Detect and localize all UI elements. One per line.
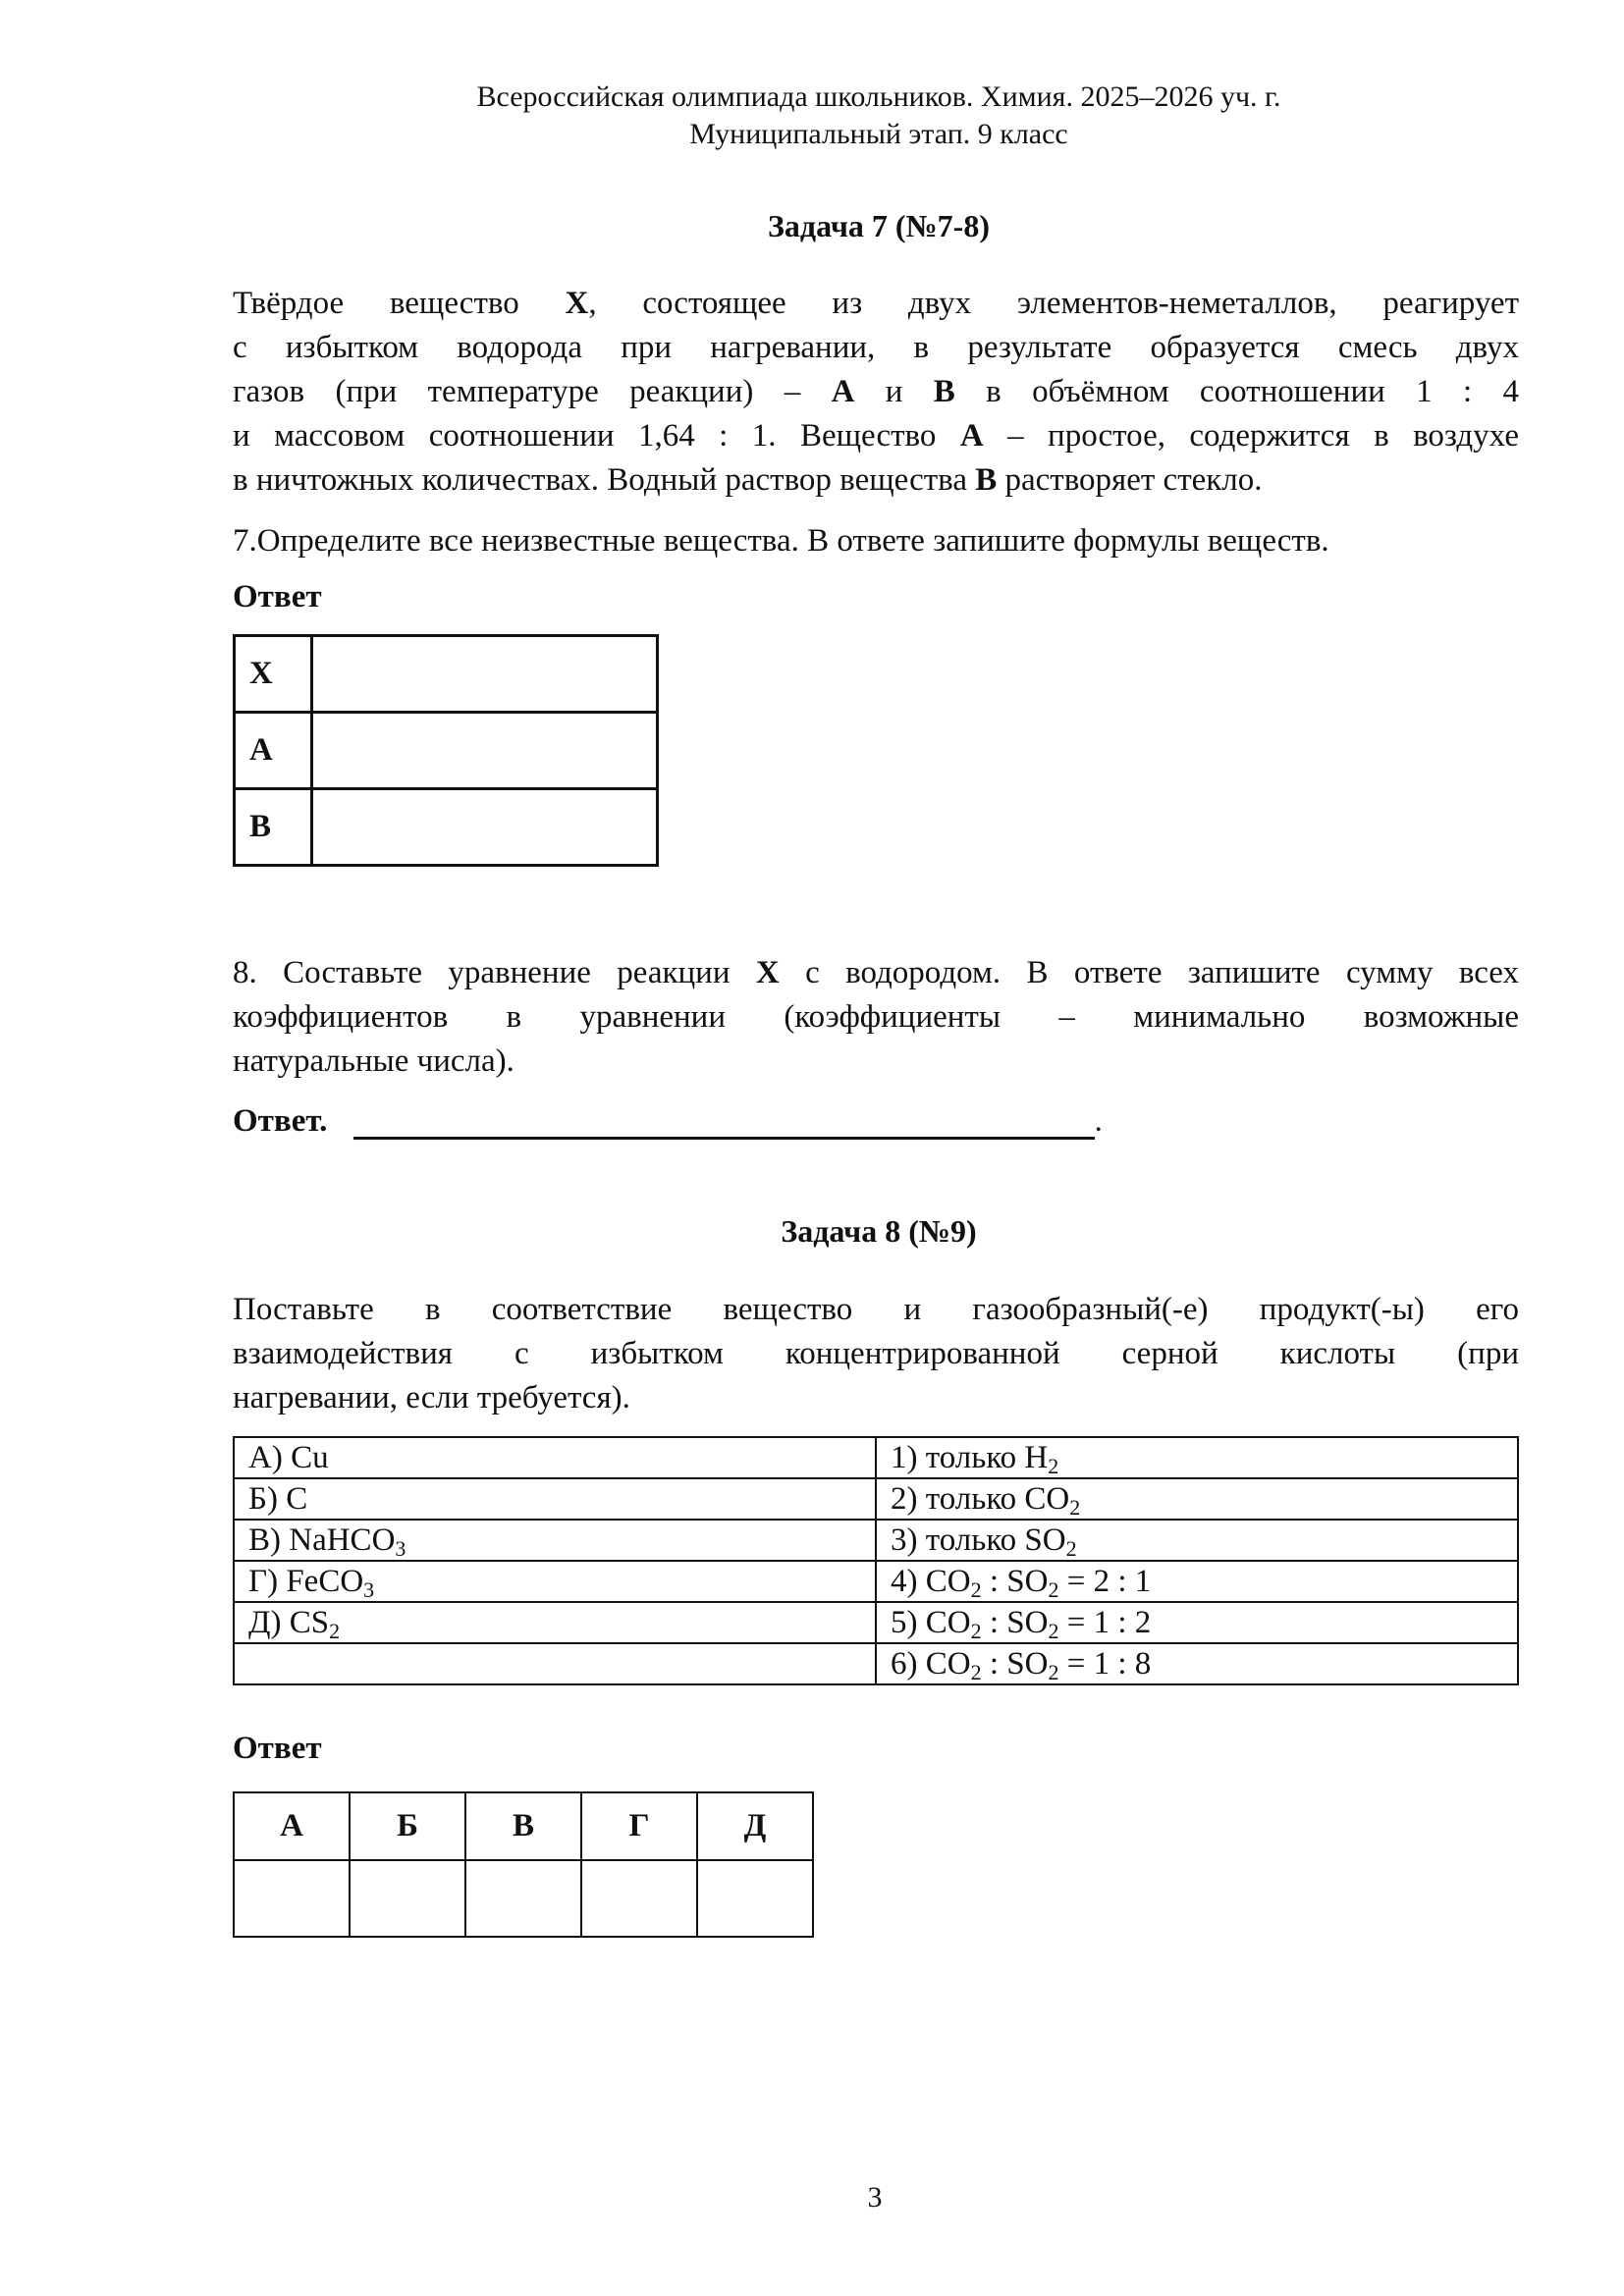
task7-paragraph-line: [233, 414, 1519, 458]
matching-row: [234, 1561, 1518, 1602]
formula-subscript: 2: [970, 1577, 982, 1602]
formula-subscript: 2: [970, 1619, 982, 1643]
question7-text: 7.Определите все неизвестные вещества. В ответе запишите формулы веществ.: [233, 523, 1329, 559]
item-label: 5): [891, 1605, 926, 1640]
question8-answer-field[interactable]: [353, 1101, 1095, 1140]
task7-question8: [233, 951, 1519, 1084]
question8-answer-period: .: [1094, 1103, 1103, 1139]
product-cell: [876, 1643, 1518, 1684]
task8-paragraph: [233, 1288, 1519, 1420]
answer-input-cell[interactable]: [581, 1860, 697, 1937]
page-number: 3: [867, 2181, 883, 2214]
formula-text: C: [286, 1481, 308, 1517]
substance-variable: B: [975, 462, 998, 498]
formula-text: CO: [925, 1564, 971, 1599]
item-label: 3): [891, 1522, 926, 1558]
task7-paragraph-line: [233, 370, 1519, 414]
text-segment: нагревании, если требуется).: [233, 1380, 630, 1415]
header-line-2: Муниципальный этап. 9 класс: [689, 118, 1068, 150]
document-header: [0, 79, 1624, 153]
matching-row: [234, 1478, 1518, 1520]
question8-line: [233, 1040, 1519, 1084]
answer-input-cell[interactable]: [465, 1860, 581, 1937]
answer-key: A: [235, 713, 312, 789]
text-segment: растворяет стекло.: [997, 462, 1263, 498]
formula-text: = 1 : 2: [1058, 1605, 1152, 1640]
product-cell: [876, 1602, 1518, 1643]
task8-answer-label: Ответ: [233, 1731, 322, 1766]
answer-input-cell[interactable]: [312, 636, 658, 713]
matching-table: [233, 1436, 1519, 1685]
formula-text: CO: [925, 1605, 971, 1640]
substance-variable: A: [959, 418, 984, 454]
header-line-1: Всероссийская олимпиада школьников. Химия. 2025–2026 уч. г.: [476, 80, 1281, 113]
item-label: В): [248, 1522, 290, 1558]
answer-table-value-row: [234, 1860, 813, 1937]
product-cell: [876, 1478, 1518, 1520]
text-segment: в ничтожных количествах. Водный раствор вещества: [233, 462, 976, 498]
text-segment: с избытком водорода при нагревании, в результате образуется смесь двух: [233, 330, 1519, 365]
product-cell: [876, 1561, 1518, 1602]
product-cell: [876, 1437, 1518, 1478]
text-segment: газов (при температуре реакции) –: [233, 374, 832, 409]
product-cell: [876, 1520, 1518, 1561]
substance-cell: [234, 1478, 876, 1520]
answer-header-cell: В: [465, 1792, 581, 1860]
formula-text: : SO: [981, 1605, 1049, 1640]
task8-paragraph-line: [233, 1288, 1519, 1332]
task8-answer-table: [233, 1791, 814, 1938]
matching-row: [234, 1520, 1518, 1561]
substance-variable: X: [755, 955, 780, 990]
answer-row-b: [235, 789, 658, 866]
answer-key: B: [235, 789, 312, 866]
task8-title: Задача 8 (№9): [781, 1213, 977, 1249]
formula-subscript: 2: [1065, 1536, 1077, 1561]
answer-input-cell[interactable]: [234, 1860, 350, 1937]
formula-text: NaHCO: [289, 1522, 396, 1558]
matching-row: [234, 1643, 1518, 1684]
formula-text: только SO: [925, 1522, 1066, 1558]
answer-row-x: [235, 636, 658, 713]
task8-paragraph-line: [233, 1332, 1519, 1376]
matching-row: [234, 1602, 1518, 1643]
answer-key: X: [235, 636, 312, 713]
answer-header-cell: Д: [697, 1792, 813, 1860]
item-label: 6): [891, 1646, 926, 1682]
task7-question7: [233, 519, 1519, 563]
item-label: 4): [891, 1564, 926, 1599]
answer-row-a: [235, 713, 658, 789]
formula-subscript: 2: [970, 1660, 982, 1684]
answer-header-cell: Г: [581, 1792, 697, 1860]
formula-text: CO: [925, 1646, 971, 1682]
text-segment: в объёмном соотношении 1 : 4: [954, 374, 1519, 409]
item-label: 1): [891, 1440, 926, 1475]
substance-cell: [234, 1561, 876, 1602]
text-segment: Твёрдое вещество: [233, 286, 566, 321]
question8-line: [233, 951, 1519, 995]
formula-subscript: 2: [1048, 1619, 1059, 1643]
item-label: А): [248, 1440, 292, 1475]
formula-text: = 1 : 8: [1058, 1646, 1152, 1682]
substance-variable: X: [565, 286, 589, 321]
formula-text: CS: [289, 1605, 330, 1640]
item-label: Б): [248, 1481, 287, 1517]
formula-text: только CO: [925, 1481, 1070, 1517]
task7-title: Задача 7 (№7-8): [768, 208, 990, 243]
item-label: Д): [248, 1605, 290, 1640]
answer-header-cell: А: [234, 1792, 350, 1860]
task7-paragraph-line: [233, 282, 1519, 326]
answer-input-cell[interactable]: [312, 789, 658, 866]
task7-paragraph: [233, 282, 1519, 503]
answer-header-cell: Б: [350, 1792, 465, 1860]
task7-paragraph-line: [233, 458, 1519, 503]
task8-paragraph-line: [233, 1376, 1519, 1420]
substance-cell: [234, 1437, 876, 1478]
task7-paragraph-line: [233, 326, 1519, 370]
text-segment: коэффициентов в уравнении (коэффициенты – минимально возможные: [233, 999, 1519, 1035]
text-segment: и массовом соотношении 1,64 : 1. Вещество: [233, 418, 960, 454]
formula-text: только H: [925, 1440, 1049, 1475]
question8-answer-row: [233, 1101, 1103, 1140]
formula-subscript: 3: [363, 1577, 375, 1602]
substance-variable: B: [933, 374, 955, 409]
text-segment: , состоящее из двух элементов-неметаллов, реагирует: [588, 286, 1519, 321]
text-segment: взаимодействия с избытком концентрированной серной кислоты (при: [233, 1336, 1519, 1371]
substance-cell: [234, 1520, 876, 1561]
answer-input-cell[interactable]: [697, 1860, 813, 1937]
text-segment: – простое, содержится в воздухе: [983, 418, 1519, 454]
substance-cell: [234, 1643, 876, 1684]
text-segment: 8. Составьте уравнение реакции: [233, 955, 756, 990]
formula-text: = 2 : 1: [1058, 1564, 1152, 1599]
formula-text: : SO: [981, 1646, 1049, 1682]
text-segment: с водородом. В ответе запишите сумму всех: [779, 955, 1520, 990]
formula-subscript: 2: [1048, 1577, 1059, 1602]
text-segment: и: [854, 374, 934, 409]
substance-cell: [234, 1602, 876, 1643]
formula-subscript: 2: [1048, 1660, 1059, 1684]
formula-subscript: 2: [1069, 1495, 1081, 1520]
formula-text: Cu: [291, 1440, 329, 1475]
item-label: 2): [891, 1481, 926, 1517]
answer-input-cell[interactable]: [350, 1860, 465, 1937]
formula-text: FeCO: [286, 1564, 364, 1599]
answer-table-header-row: [234, 1792, 813, 1860]
task7-answer-table: [233, 634, 659, 867]
formula-subscript: 2: [1048, 1454, 1059, 1478]
text-segment: натуральные числа).: [233, 1043, 514, 1079]
formula-text: : SO: [981, 1564, 1049, 1599]
item-label: Г): [248, 1564, 287, 1599]
formula-subscript: 2: [329, 1619, 341, 1643]
formula-subscript: 3: [395, 1536, 406, 1561]
matching-row: [234, 1437, 1518, 1478]
substance-variable: A: [831, 374, 855, 409]
text-segment: Поставьте в соответствие вещество и газообразный(-е) продукт(-ы) его: [233, 1292, 1519, 1327]
answer-input-cell[interactable]: [312, 713, 658, 789]
question8-answer-label: Ответ.: [233, 1103, 328, 1139]
task7-answer-label: Ответ: [233, 579, 322, 614]
question8-line: [233, 995, 1519, 1040]
